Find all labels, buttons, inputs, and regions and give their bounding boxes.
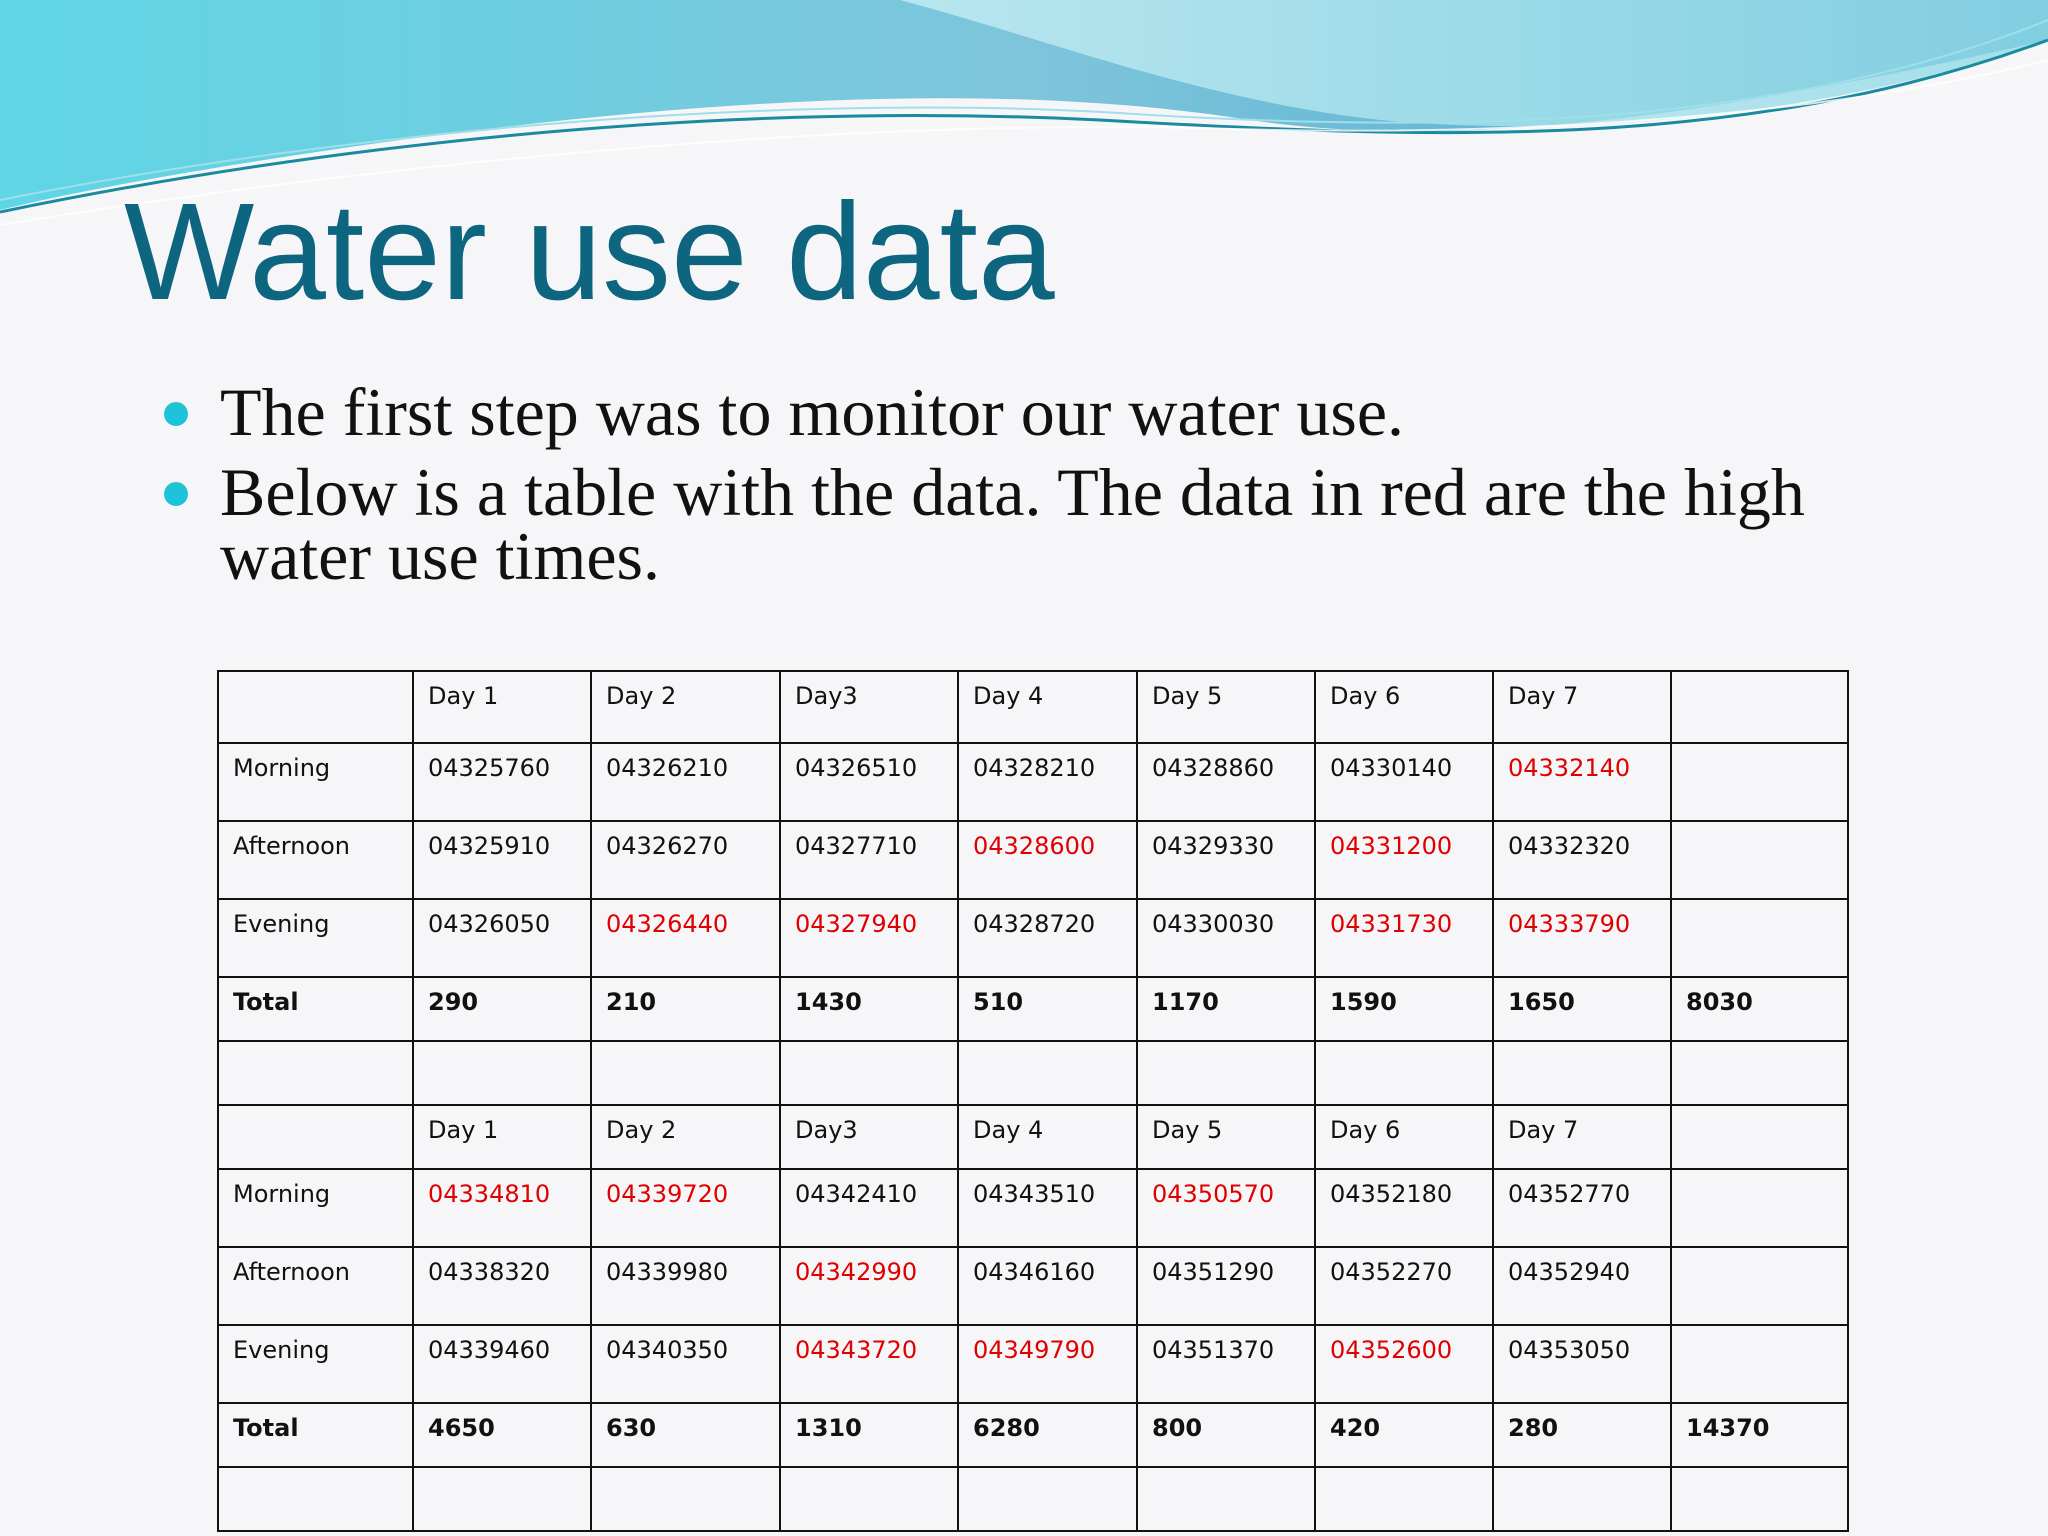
empty-cell bbox=[1493, 1467, 1671, 1531]
row-label-cell: Morning bbox=[218, 743, 413, 821]
week1-header-row bbox=[218, 671, 1848, 743]
reading-cell: 04331200 bbox=[1315, 821, 1493, 899]
row-label-cell: Afternoon bbox=[218, 1247, 413, 1325]
reading-cell: 04340350 bbox=[591, 1325, 780, 1403]
empty-cell bbox=[1671, 1467, 1848, 1531]
reading-cell: 04334810 bbox=[413, 1169, 591, 1247]
reading-cell: 04342990 bbox=[780, 1247, 958, 1325]
reading-cell: 04352600 bbox=[1315, 1325, 1493, 1403]
day-header-cell: Day 4 bbox=[958, 1105, 1137, 1169]
reading-cell: 04350570 bbox=[1137, 1169, 1315, 1247]
week1-total-row bbox=[218, 977, 1848, 1041]
empty-cell bbox=[1671, 1041, 1848, 1105]
empty-cell bbox=[1315, 1467, 1493, 1531]
reading-cell: 04328860 bbox=[1137, 743, 1315, 821]
day-header-cell: Day 5 bbox=[1137, 671, 1315, 743]
corner-cell bbox=[218, 671, 413, 743]
total-cell: 14370 bbox=[1671, 1403, 1848, 1467]
reading-cell: 04353050 bbox=[1493, 1325, 1671, 1403]
reading-cell bbox=[1671, 743, 1848, 821]
reading-cell: 04328210 bbox=[958, 743, 1137, 821]
total-cell: 420 bbox=[1315, 1403, 1493, 1467]
total-cell: 4650 bbox=[413, 1403, 591, 1467]
bullet-list bbox=[160, 374, 1960, 604]
reading-cell: 04339980 bbox=[591, 1247, 780, 1325]
empty-cell bbox=[780, 1467, 958, 1531]
reading-cell bbox=[1671, 1247, 1848, 1325]
reading-cell: 04352180 bbox=[1315, 1169, 1493, 1247]
empty-row bbox=[218, 1467, 1848, 1531]
reading-cell: 04325760 bbox=[413, 743, 591, 821]
total-cell: 1650 bbox=[1493, 977, 1671, 1041]
day-header-cell: Day 7 bbox=[1493, 1105, 1671, 1169]
day-header-cell: Day 1 bbox=[413, 671, 591, 743]
reading-cell: 04351290 bbox=[1137, 1247, 1315, 1325]
total-cell: 280 bbox=[1493, 1403, 1671, 1467]
reading-cell: 04326510 bbox=[780, 743, 958, 821]
reading-cell bbox=[1671, 1325, 1848, 1403]
slide-title: Water use data bbox=[124, 175, 1055, 329]
corner-cell bbox=[218, 1105, 413, 1169]
reading-cell: 04329330 bbox=[1137, 821, 1315, 899]
empty-cell bbox=[1137, 1041, 1315, 1105]
reading-cell: 04326210 bbox=[591, 743, 780, 821]
total-cell: 8030 bbox=[1671, 977, 1848, 1041]
reading-cell: 04327940 bbox=[780, 899, 958, 977]
total-label-cell: Total bbox=[218, 977, 413, 1041]
empty-cell bbox=[958, 1467, 1137, 1531]
week2-data-row bbox=[218, 1169, 1848, 1247]
reading-cell bbox=[1671, 1169, 1848, 1247]
total-cell: 1430 bbox=[780, 977, 958, 1041]
reading-cell: 04343510 bbox=[958, 1169, 1137, 1247]
day-header-cell: Day 1 bbox=[413, 1105, 591, 1169]
week2-header-row bbox=[218, 1105, 1848, 1169]
reading-cell: 04339720 bbox=[591, 1169, 780, 1247]
reading-cell: 04327710 bbox=[780, 821, 958, 899]
row-label-cell: Morning bbox=[218, 1169, 413, 1247]
reading-cell: 04326050 bbox=[413, 899, 591, 977]
day-header-cell: Day 6 bbox=[1315, 671, 1493, 743]
total-cell: 290 bbox=[413, 977, 591, 1041]
day-header-cell: Day 5 bbox=[1137, 1105, 1315, 1169]
day-header-cell bbox=[1671, 1105, 1848, 1169]
empty-row bbox=[218, 1041, 1848, 1105]
reading-cell: 04352770 bbox=[1493, 1169, 1671, 1247]
total-cell: 210 bbox=[591, 977, 780, 1041]
reading-cell: 04352270 bbox=[1315, 1247, 1493, 1325]
empty-cell bbox=[780, 1041, 958, 1105]
total-cell: 1310 bbox=[780, 1403, 958, 1467]
reading-cell: 04326440 bbox=[591, 899, 780, 977]
total-cell: 1590 bbox=[1315, 977, 1493, 1041]
reading-cell: 04328600 bbox=[958, 821, 1137, 899]
day-header-cell: Day 2 bbox=[591, 1105, 780, 1169]
reading-cell: 04326270 bbox=[591, 821, 780, 899]
empty-cell bbox=[1493, 1041, 1671, 1105]
bullet-text: The first step was to monitor our water use. bbox=[220, 374, 1405, 450]
row-label-cell: Afternoon bbox=[218, 821, 413, 899]
week1-data-row bbox=[218, 821, 1848, 899]
day-header-cell bbox=[1671, 671, 1848, 743]
total-label-cell: Total bbox=[218, 1403, 413, 1467]
week2-total-row bbox=[218, 1403, 1848, 1467]
bullet-item bbox=[160, 374, 1960, 450]
reading-cell: 04332320 bbox=[1493, 821, 1671, 899]
empty-cell bbox=[591, 1467, 780, 1531]
total-cell: 1170 bbox=[1137, 977, 1315, 1041]
reading-cell bbox=[1671, 899, 1848, 977]
empty-cell bbox=[413, 1467, 591, 1531]
empty-cell bbox=[413, 1041, 591, 1105]
empty-cell bbox=[958, 1041, 1137, 1105]
day-header-cell: Day 4 bbox=[958, 671, 1137, 743]
bullet-text: Below is a table with the data. The data in red are the high water use times. bbox=[220, 454, 1805, 594]
bullet-dot-icon bbox=[164, 402, 188, 426]
reading-cell: 04328720 bbox=[958, 899, 1137, 977]
reading-cell: 04338320 bbox=[413, 1247, 591, 1325]
day-header-cell: Day 7 bbox=[1493, 671, 1671, 743]
reading-cell: 04325910 bbox=[413, 821, 591, 899]
reading-cell: 04342410 bbox=[780, 1169, 958, 1247]
reading-cell: 04352940 bbox=[1493, 1247, 1671, 1325]
row-label-cell: Evening bbox=[218, 1325, 413, 1403]
reading-cell: 04346160 bbox=[958, 1247, 1137, 1325]
week2-data-row bbox=[218, 1325, 1848, 1403]
reading-cell bbox=[1671, 821, 1848, 899]
total-cell: 800 bbox=[1137, 1403, 1315, 1467]
reading-cell: 04343720 bbox=[780, 1325, 958, 1403]
reading-cell: 04330140 bbox=[1315, 743, 1493, 821]
day-header-cell: Day3 bbox=[780, 671, 958, 743]
total-cell: 630 bbox=[591, 1403, 780, 1467]
week1-data-row bbox=[218, 743, 1848, 821]
bullet-item bbox=[160, 454, 1960, 594]
reading-cell: 04339460 bbox=[413, 1325, 591, 1403]
reading-cell: 04331730 bbox=[1315, 899, 1493, 977]
empty-cell bbox=[218, 1041, 413, 1105]
total-cell: 6280 bbox=[958, 1403, 1137, 1467]
reading-cell: 04332140 bbox=[1493, 743, 1671, 821]
day-header-cell: Day3 bbox=[780, 1105, 958, 1169]
row-label-cell: Evening bbox=[218, 899, 413, 977]
reading-cell: 04333790 bbox=[1493, 899, 1671, 977]
bullet-dot-icon bbox=[164, 482, 188, 506]
week2-data-row bbox=[218, 1247, 1848, 1325]
total-cell: 510 bbox=[958, 977, 1137, 1041]
empty-cell bbox=[1137, 1467, 1315, 1531]
empty-cell bbox=[218, 1467, 413, 1531]
day-header-cell: Day 2 bbox=[591, 671, 780, 743]
reading-cell: 04330030 bbox=[1137, 899, 1315, 977]
empty-cell bbox=[1315, 1041, 1493, 1105]
reading-cell: 04349790 bbox=[958, 1325, 1137, 1403]
empty-cell bbox=[591, 1041, 780, 1105]
day-header-cell: Day 6 bbox=[1315, 1105, 1493, 1169]
water-use-table bbox=[217, 670, 1849, 1532]
week1-data-row bbox=[218, 899, 1848, 977]
reading-cell: 04351370 bbox=[1137, 1325, 1315, 1403]
